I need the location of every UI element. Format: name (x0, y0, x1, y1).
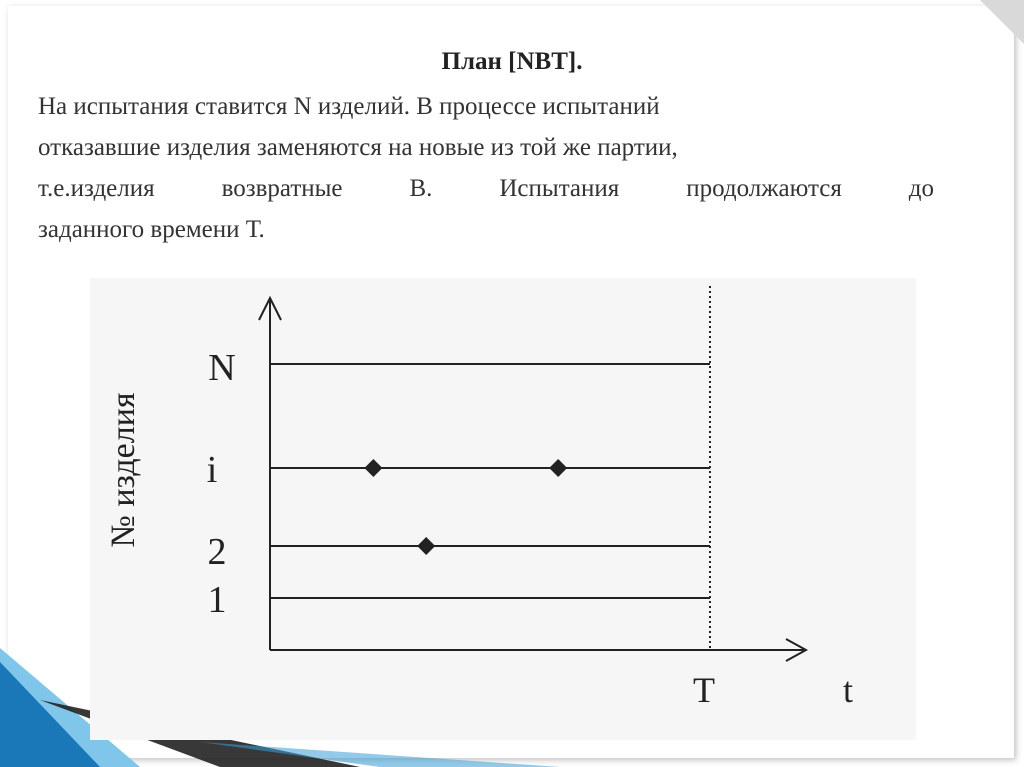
slide-body (38, 86, 934, 250)
x-axis-label: t (842, 670, 854, 710)
body-line: На испытания ставится N изделий. В процессе испытаний (38, 93, 660, 120)
row-label-1: 1 (207, 579, 227, 621)
body-line: заданного времени Т. (38, 216, 265, 243)
failure-marker (364, 459, 382, 477)
failure-marker (549, 459, 567, 477)
t-end-label: T (693, 670, 715, 710)
row-label-n: N (208, 347, 236, 389)
test-plan-diagram (90, 278, 916, 740)
rows-layer (270, 364, 710, 598)
diagram-canvas (90, 278, 916, 740)
y-axis-title: № изделия (105, 392, 142, 548)
failure-marker (417, 537, 435, 555)
row-label-i: i (206, 449, 218, 491)
row-label-2: 2 (207, 531, 227, 573)
body-line: т.е.изделия возвратные В. Испытания продолжаются до (38, 175, 934, 202)
slide-title: План [NBT]. (441, 48, 583, 75)
body-line: отказавшие изделия заменяются на новые из той же партии, (38, 134, 678, 161)
